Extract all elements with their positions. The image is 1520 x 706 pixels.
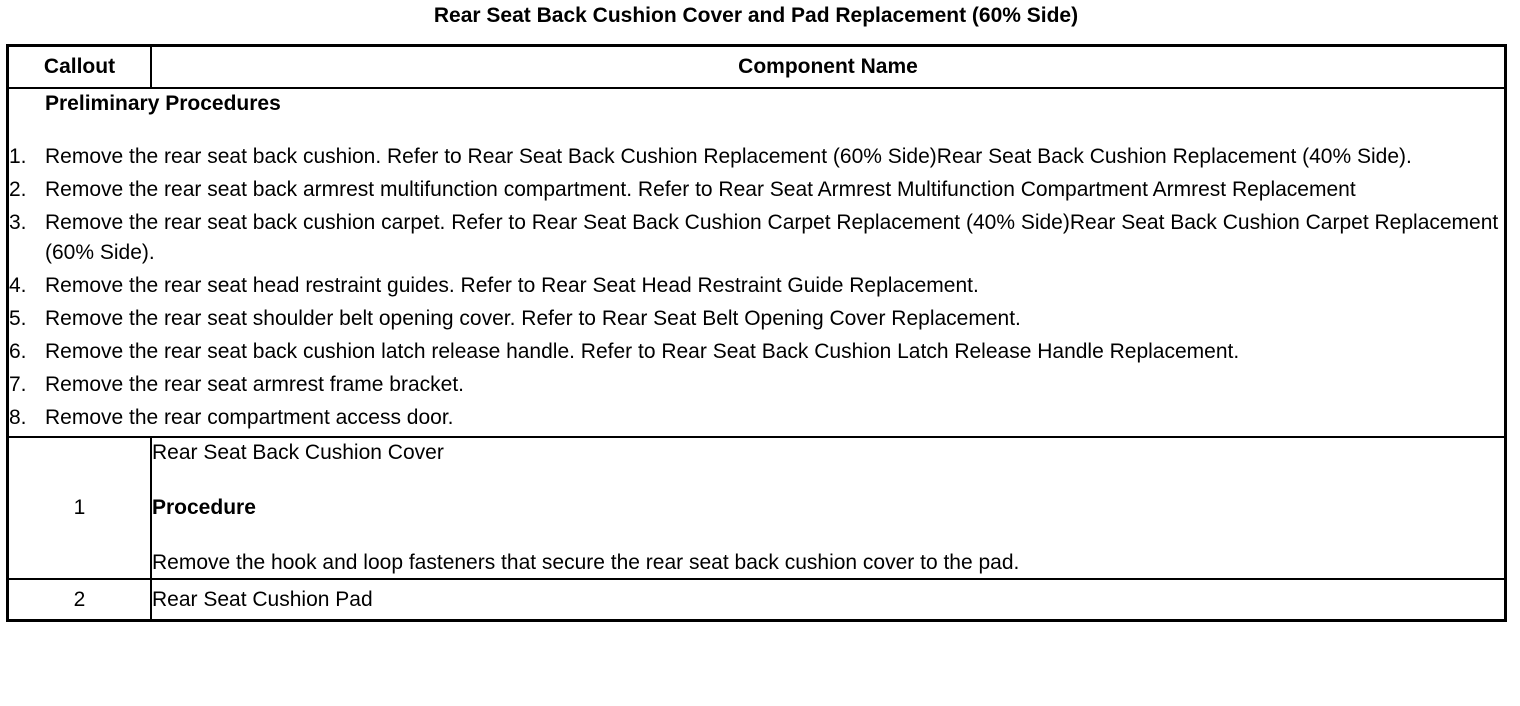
step-number: 4. xyxy=(9,274,27,297)
list-item xyxy=(9,271,1504,301)
step-text: Remove the rear seat back cushion latch release handle. Refer to Rear Seat Back Cushion Latch Release Handle Replacement. xyxy=(45,340,1240,363)
header-callout: Callout xyxy=(8,46,152,89)
step-text: Remove the rear compartment access door. xyxy=(45,406,454,429)
step-number: 5. xyxy=(9,307,27,330)
list-item xyxy=(9,208,1504,268)
callout-number: 1 xyxy=(8,437,152,579)
preliminary-procedures-cell xyxy=(8,88,1506,437)
list-item xyxy=(9,142,1504,172)
step-number: 3. xyxy=(9,211,27,234)
table-row xyxy=(8,579,1506,621)
component-name: Rear Seat Cushion Pad xyxy=(152,588,373,611)
component-name-cell xyxy=(151,579,1506,621)
procedure-text: Remove the hook and loop fasteners that secure the rear seat back cushion cover to the pad. xyxy=(152,551,1020,574)
step-text: Remove the rear seat back cushion. Refer to Rear Seat Back Cushion Replacement (60% Side)Rear Seat Back Cushion Replacement (40% Side). xyxy=(45,145,1412,168)
step-number: 8. xyxy=(9,406,27,429)
step-text: Remove the rear seat shoulder belt opening cover. Refer to Rear Seat Belt Opening Cover Replacement. xyxy=(45,307,1021,330)
component-name: Rear Seat Back Cushion Cover xyxy=(152,441,444,464)
step-text: Remove the rear seat armrest frame bracket. xyxy=(45,373,464,396)
component-table xyxy=(6,44,1507,622)
step-text: Remove the rear seat back armrest multifunction compartment. Refer to Rear Seat Armrest Multifunction Compartment Armrest Replacement xyxy=(45,178,1356,201)
header-component-name: Component Name xyxy=(151,46,1506,89)
step-number: 7. xyxy=(9,373,27,396)
callout-number: 2 xyxy=(8,579,152,621)
step-number: 1. xyxy=(9,145,27,168)
preliminary-steps-list xyxy=(9,142,1504,433)
step-number: 2. xyxy=(9,178,27,201)
preliminary-row xyxy=(8,88,1506,437)
component-name-cell xyxy=(151,437,1506,579)
table-row xyxy=(8,437,1506,579)
procedure-heading: Procedure xyxy=(152,496,256,519)
document-title: Rear Seat Back Cushion Cover and Pad Replacement (60% Side) xyxy=(433,4,1079,27)
step-text: Remove the rear seat back cushion carpet. Refer to Rear Seat Back Cushion Carpet Replacement (40% Side)Rear Seat Back Cushion Carpet Replacement (60% Side). xyxy=(45,211,1499,264)
list-item xyxy=(9,304,1504,334)
list-item xyxy=(9,175,1504,205)
list-item xyxy=(9,337,1504,367)
table-header-row xyxy=(8,46,1506,89)
step-text: Remove the rear seat head restraint guides. Refer to Rear Seat Head Restraint Guide Replacement. xyxy=(45,274,979,297)
step-number: 6. xyxy=(9,340,27,363)
list-item xyxy=(9,403,1504,433)
preliminary-procedures-heading: Preliminary Procedures xyxy=(45,92,281,115)
list-item xyxy=(9,370,1504,400)
